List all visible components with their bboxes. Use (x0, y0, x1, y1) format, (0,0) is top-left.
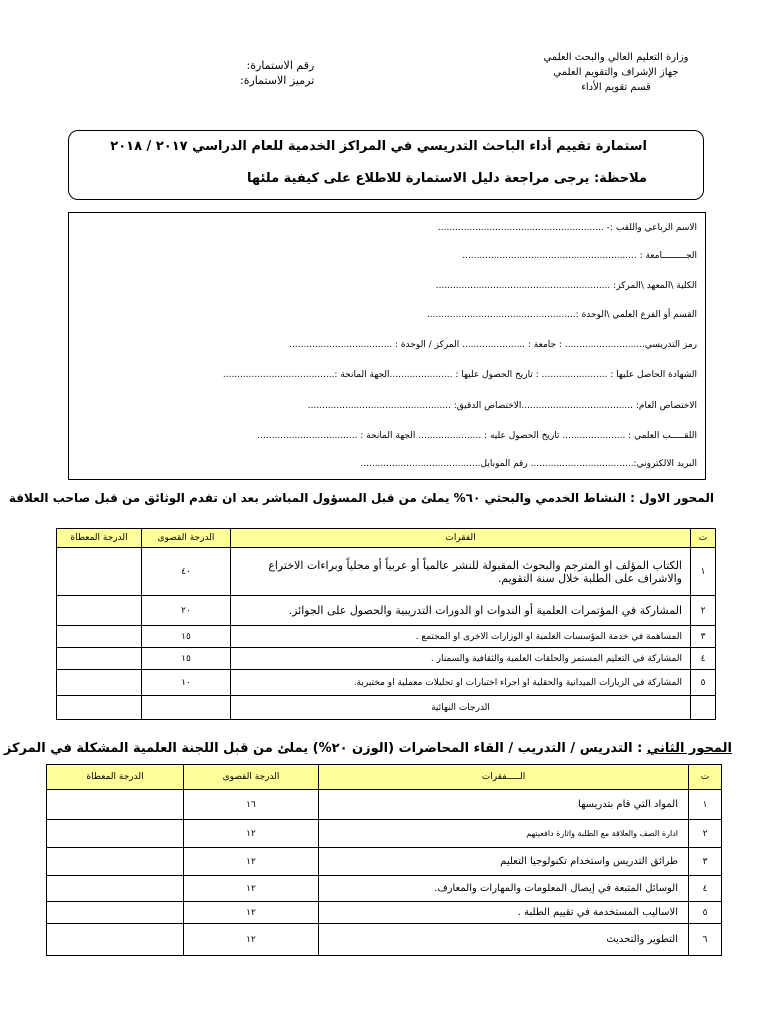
row-max: ١٢ (184, 924, 319, 956)
row-item: المشاركة في المؤتمرات العلمية أو الندوات او الدورات التدريبية والحصول على الجوائز. (231, 596, 691, 626)
info-row-title[interactable]: اللقـــــب العلمي : ...................... تاريخ الحصول عليه : ...................... الجهة المانحة : ................................... (257, 431, 697, 441)
table-row (57, 648, 716, 670)
table-row (57, 596, 716, 626)
row-item: الكتاب المؤلف او المترجم والبحوث المقبولة للنشر عالمياً أو عربياً أو محلياً وبراءات الاختراع والاشراف على الطلبة خلال سنة التقويم. (231, 548, 691, 596)
axis1-table (56, 528, 716, 720)
row-number: ٣ (691, 626, 716, 648)
info-row-code[interactable]: رمز التدريسي............................ : جامعة : ...................... المركز / الوحدة : .................................... (289, 340, 697, 350)
col-header-items: الفقرات (231, 529, 691, 548)
form-code-label: ترميز الاستمارة: (240, 74, 315, 87)
row-item: المواد التي قام بتدريسها (319, 790, 689, 820)
row-given-cell[interactable] (47, 902, 184, 924)
row-given-cell[interactable] (57, 548, 142, 596)
row-given-cell[interactable] (47, 876, 184, 902)
form-number-label: رقم الاستمارة: (246, 59, 315, 72)
total-row (57, 696, 716, 720)
row-number: ٥ (689, 902, 722, 924)
row-max: ١٥ (142, 648, 231, 670)
row-number: ٤ (691, 648, 716, 670)
org-line: جهاز الإشراف والتقويم العلمي (553, 67, 679, 78)
table-row (47, 790, 722, 820)
axis2-heading-label: المحور الثاني (646, 741, 732, 756)
row-number: ٥ (691, 670, 716, 696)
table-row (47, 848, 722, 876)
info-row-contact[interactable]: البريد الالكتروني:.................................... رقم الموبايل.......................................... (360, 459, 697, 469)
row-given-cell[interactable] (57, 648, 142, 670)
form-ids (240, 58, 314, 88)
row-number: ٤ (689, 876, 722, 902)
page-title: استمارة تقييم أداء الباحث التدريسي في المراكز الخدمية للعام الدراسي ٢٠١٧ / ٢٠١٨ (110, 139, 647, 154)
row-given-cell[interactable] (47, 848, 184, 876)
col-header-given: الدرجة المعطاة (47, 765, 184, 790)
row-max: ١٠ (142, 670, 231, 696)
info-row-college[interactable]: الكلية \المعهد \المركز: ............................................................. (435, 281, 697, 291)
row-item: المساهمة في خدمة المؤسسات العلمية او الوزارات الاخرى او المجتمع . (231, 626, 691, 648)
row-number: ٢ (689, 820, 722, 848)
row-number: ٣ (689, 848, 722, 876)
row-max: ١٢ (184, 876, 319, 902)
row-item: الوسائل المتبعة في إيصال المعلومات والمهارات والمعارف. (319, 876, 689, 902)
row-number: ١ (691, 548, 716, 596)
title-box (68, 130, 704, 200)
row-max: ١٥ (142, 626, 231, 648)
org-line: وزارة التعليم العالي والبحث العلمي (543, 52, 689, 63)
row-max: ٤٠ (142, 548, 231, 596)
col-header-number: ت (689, 765, 722, 790)
row-max: ٢٠ (142, 596, 231, 626)
row-item: طرائق التدريس واستخدام تكنولوجيا التعليم (319, 848, 689, 876)
axis2-heading-rest: : التدريس / التدريب / القاء المحاضرات (الوزن ٢٠%) يملئ من قبل اللجنة العلمية المشكلة في المركز (3, 741, 643, 756)
col-header-max: الدرجة القصوى (142, 529, 231, 548)
info-row-department[interactable]: القسم أو الفرع العلمي \الوحدة :.................................................... (426, 310, 697, 320)
info-row-university[interactable]: الجـــــــــامعة : ............................................................. (462, 251, 697, 261)
row-given-cell[interactable] (47, 790, 184, 820)
row-given-cell[interactable] (57, 670, 142, 696)
total-label: الدرجات النهائية (231, 696, 691, 720)
total-given-cell[interactable] (57, 696, 142, 720)
row-number: ١ (689, 790, 722, 820)
col-header-items: الـــــفقرات (319, 765, 689, 790)
row-item: ادارة الصف والعلاقة مع الطلبة واثارة دافعيتهم (319, 820, 689, 848)
row-max: ١٦ (184, 790, 319, 820)
row-item: التطوير والتحديث (319, 924, 689, 956)
row-max: ١٢ (184, 848, 319, 876)
row-max: ١٢ (184, 820, 319, 848)
row-item: المشاركة في التعليم المستمر والحلقات العلمية والثقافية والسمنار . (231, 648, 691, 670)
axis1-heading: المحور الاول : النشاط الخدمي والبحثي ٦٠% يملئ من قبل المسؤول المباشر بعد ان تقدم الوثائق من قبل صاحب العلاقة (8, 491, 714, 505)
col-header-number: ت (691, 529, 716, 548)
info-row-name[interactable]: الاسم الرباعي واللقب :- .......................................................... (437, 223, 697, 233)
row-given-cell[interactable] (47, 924, 184, 956)
org-line: قسم تقويم الأداء (581, 82, 651, 93)
row-number: ٦ (689, 924, 722, 956)
table-row (47, 902, 722, 924)
col-header-given: الدرجة المعطاة (57, 529, 142, 548)
row-given-cell[interactable] (57, 626, 142, 648)
table-row (57, 670, 716, 696)
table-row (57, 626, 716, 648)
info-box (68, 212, 706, 480)
info-row-specialty[interactable]: الاختصاص العام: .......................................الاختصاص الدقيق: .................................................. (307, 401, 697, 411)
col-header-max: الدرجة القصوى (184, 765, 319, 790)
row-given-cell[interactable] (47, 820, 184, 848)
organization-header (516, 50, 716, 95)
table-header-row (57, 529, 716, 548)
axis2-heading (4, 741, 732, 756)
table-row (47, 924, 722, 956)
row-item: الاساليب المستخدمة في تقييم الطلبة . (319, 902, 689, 924)
note-text: ملاحظة: يرجى مراجعة دليل الاستمارة للاطلاع على كيفية ملئها (247, 171, 647, 186)
row-number: ٢ (691, 596, 716, 626)
row-max: ١٢ (184, 902, 319, 924)
row-item: المشاركة في الزيارات الميدانية والحقلية او اجراء اختبارات او تحليلات معملية او مختبرية. (231, 670, 691, 696)
info-row-degree[interactable]: الشهادة الحاصل عليها : ....................... : تاريخ الحصول عليها : ......................الجهة المانحة :....................................... (222, 370, 697, 380)
table-header-row (47, 765, 722, 790)
row-given-cell[interactable] (57, 596, 142, 626)
table-row (47, 820, 722, 848)
table-row (47, 876, 722, 902)
axis2-table (46, 764, 722, 956)
table-row (57, 548, 716, 596)
